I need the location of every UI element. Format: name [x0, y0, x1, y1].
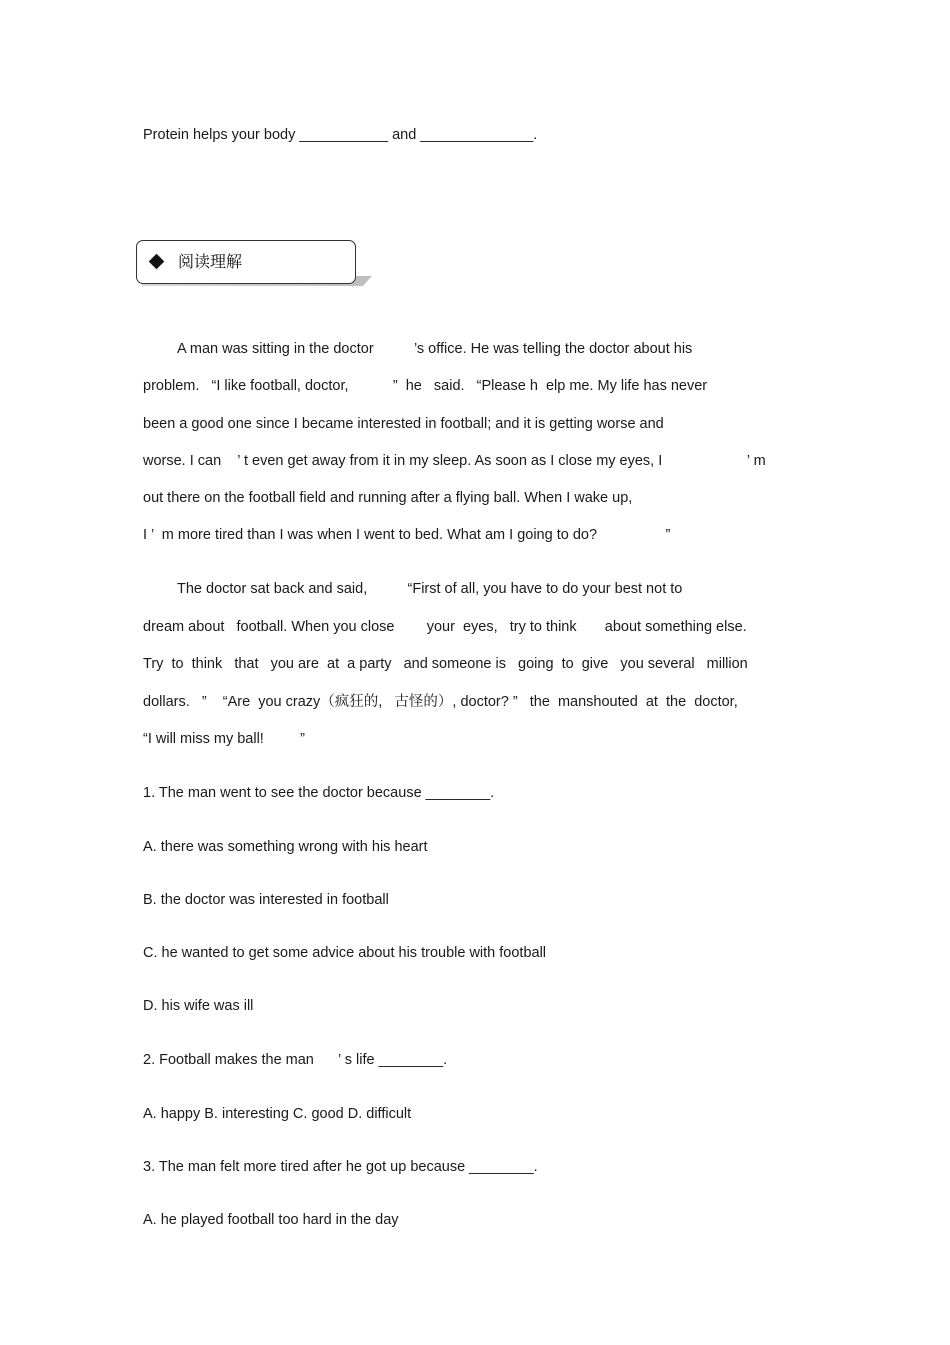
question-stem: 1. The man went to see the doctor because ________.: [143, 785, 495, 801]
passage-line: been a good one since I became interested in football; and it is getting worse and: [143, 416, 664, 432]
passage-line: problem. “I like football, doctor, ” he said. “Please h elp me. My life has never: [143, 378, 708, 394]
passage-line: Try to think that you are at a party and someone is going to give you several million: [143, 656, 748, 672]
passage-line: “I will miss my ball! ”: [143, 731, 305, 747]
question-stem: 2. Football makes the man ’ s life ________.: [143, 1052, 448, 1068]
passage-line: worse. I can ’ t even get away from it in my sleep. As soon as I close my eyes, I ’ m: [143, 453, 766, 469]
question-option: A. happy B. interesting C. good D. difficult: [143, 1106, 412, 1122]
question-option: D. his wife was ill: [143, 998, 254, 1014]
fill-in-sentence: Protein helps your body ___________ and ______________.: [143, 127, 538, 143]
question-stem: 3. The man felt more tired after he got up because ________.: [143, 1159, 538, 1175]
question-option: C. he wanted to get some advice about his trouble with football: [143, 945, 547, 961]
passage-line: The doctor sat back and said, “First of all, you have to do your best not to: [177, 581, 683, 597]
question-option: A. there was something wrong with his heart: [143, 839, 428, 855]
question-option: A. he played football too hard in the day: [143, 1212, 399, 1228]
section-header-box: [136, 240, 356, 284]
passage-line: out there on the football field and running after a flying ball. When I wake up,: [143, 490, 633, 506]
section-title: 阅读理解: [178, 252, 243, 271]
passage-line: dream about football. When you close your eyes, try to think about something else.: [143, 619, 747, 635]
question-option: B. the doctor was interested in football: [143, 892, 389, 908]
passage-line: I ’ m more tired than I was when I went to bed. What am I going to do? ”: [143, 527, 671, 543]
passage-line: dollars. ” “Are you crazy（疯狂的, 古怪的）, doctor? ” the manshouted at the doctor,: [143, 694, 738, 710]
passage-line: A man was sitting in the doctor ’s office. He was telling the doctor about his: [177, 341, 693, 357]
